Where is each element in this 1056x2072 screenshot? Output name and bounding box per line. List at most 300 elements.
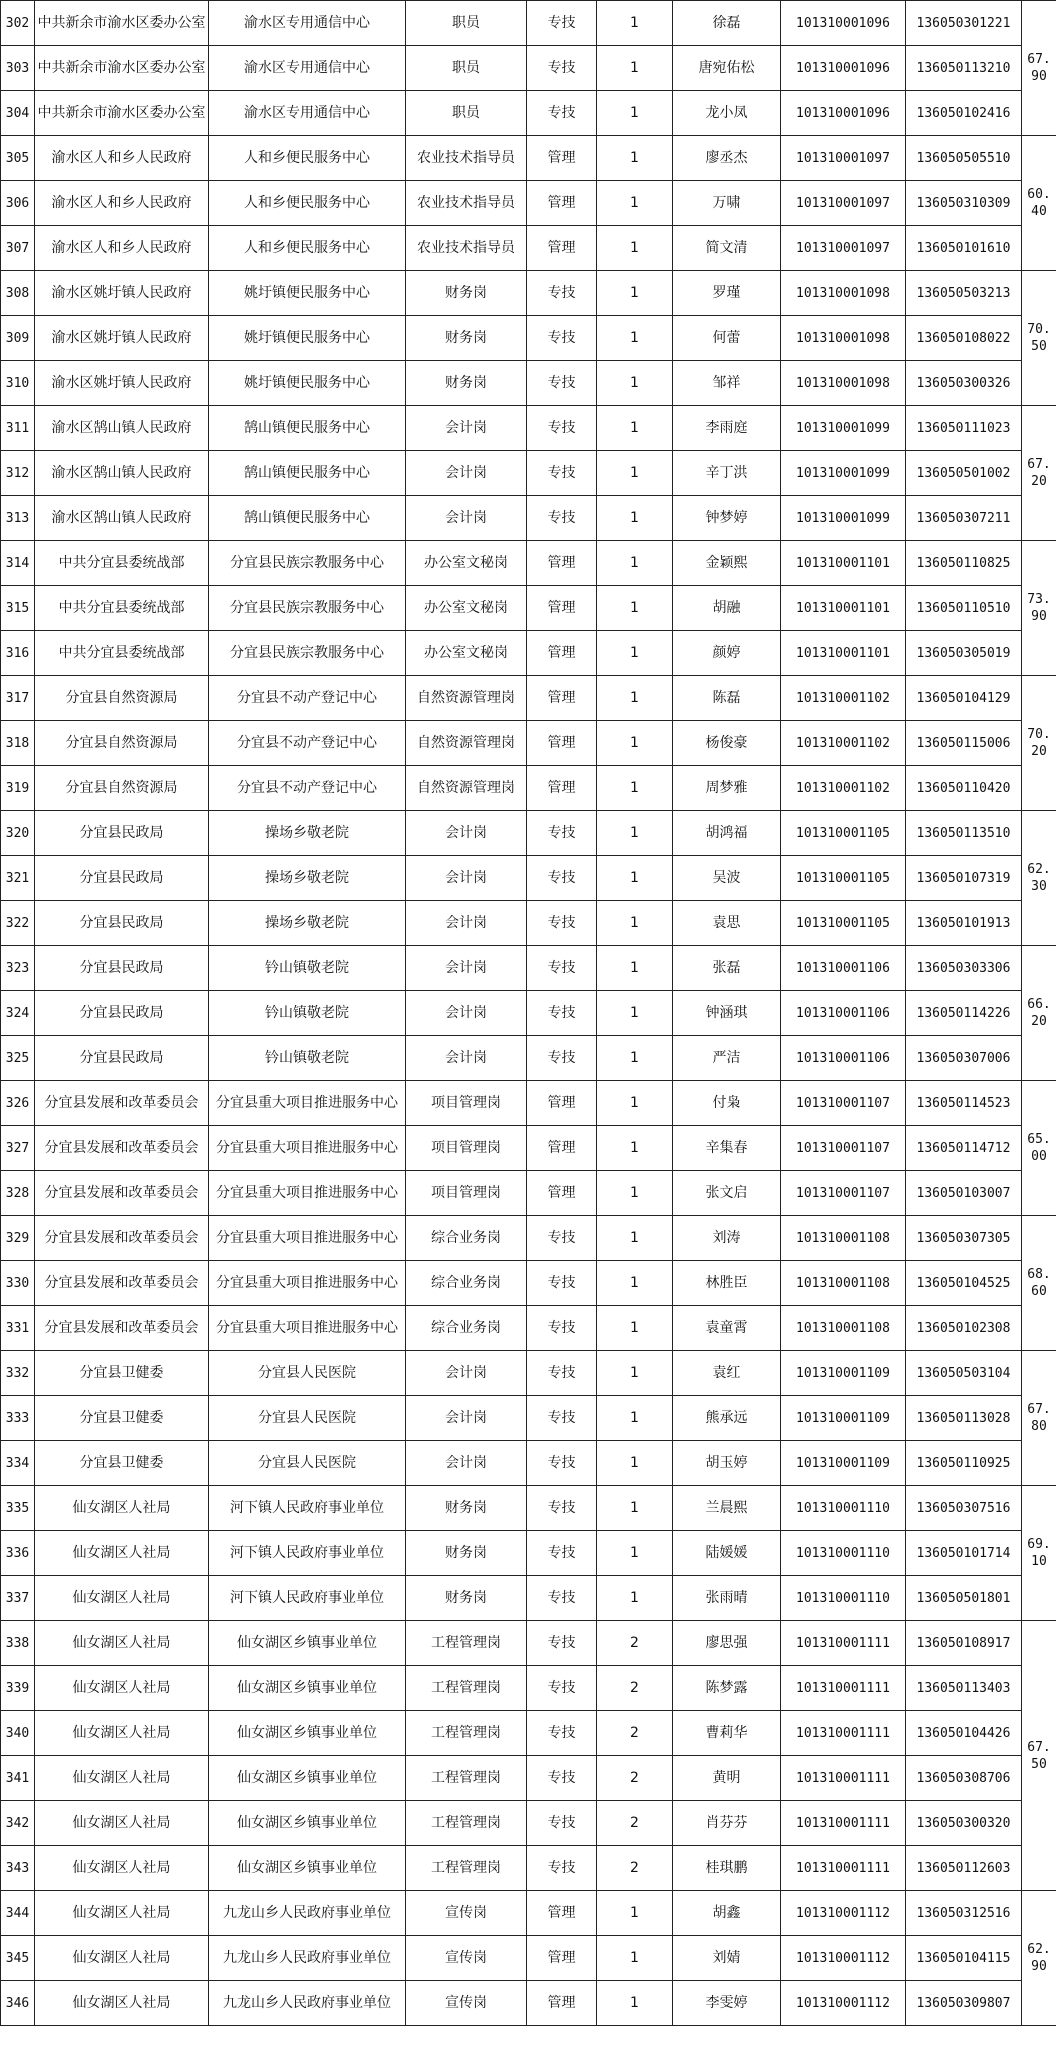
- sub-unit: 姚圩镇便民服务中心: [209, 271, 406, 316]
- exam-number: 136050501801: [906, 1576, 1022, 1621]
- exam-number: 136050312516: [906, 1891, 1022, 1936]
- post-code: 101310001098: [781, 316, 906, 361]
- table-row: [1, 586, 1056, 631]
- hire-count: 1: [597, 1126, 673, 1171]
- hire-count: 1: [597, 1486, 673, 1531]
- table-row: [1, 1756, 1056, 1801]
- table-row: [1, 1216, 1056, 1261]
- post-code: 101310001096: [781, 1, 906, 46]
- sub-unit: 钤山镇敬老院: [209, 946, 406, 991]
- candidate-name: 胡融: [673, 586, 781, 631]
- post-name: 工程管理岗: [406, 1621, 527, 1666]
- exam-number: 136050101913: [906, 901, 1022, 946]
- employer-unit: 分宜县自然资源局: [35, 721, 209, 766]
- candidate-name: 桂琪鹏: [673, 1846, 781, 1891]
- table-row: [1, 1, 1056, 46]
- post-name: 会计岗: [406, 406, 527, 451]
- exam-number: 136050112603: [906, 1846, 1022, 1891]
- sub-unit: 河下镇人民政府事业单位: [209, 1576, 406, 1621]
- candidate-name: 唐宛佑松: [673, 46, 781, 91]
- candidate-name: 辛集春: [673, 1126, 781, 1171]
- min-score: 67.50: [1022, 1621, 1056, 1891]
- candidate-name: 吴波: [673, 856, 781, 901]
- post-type: 专技: [527, 901, 597, 946]
- row-index: 309: [1, 316, 35, 361]
- post-type: 管理: [527, 631, 597, 676]
- sub-unit: 仙女湖区乡镇事业单位: [209, 1756, 406, 1801]
- post-name: 宣传岗: [406, 1981, 527, 2026]
- min-score: 62.90: [1022, 1891, 1056, 2026]
- min-score: 70.50: [1022, 271, 1056, 406]
- hire-count: 1: [597, 1216, 673, 1261]
- min-score: 66.20: [1022, 946, 1056, 1081]
- post-code: 101310001112: [781, 1936, 906, 1981]
- post-name: 农业技术指导员: [406, 181, 527, 226]
- exam-number: 136050307006: [906, 1036, 1022, 1081]
- hire-count: 1: [597, 721, 673, 766]
- row-index: 328: [1, 1171, 35, 1216]
- employer-unit: 分宜县卫健委: [35, 1441, 209, 1486]
- table-row: [1, 1261, 1056, 1306]
- sub-unit: 分宜县重大项目推进服务中心: [209, 1306, 406, 1351]
- exam-number: 136050114712: [906, 1126, 1022, 1171]
- post-name: 会计岗: [406, 496, 527, 541]
- candidate-name: 杨俊豪: [673, 721, 781, 766]
- sub-unit: 分宜县民族宗教服务中心: [209, 631, 406, 676]
- post-name: 财务岗: [406, 361, 527, 406]
- exam-number: 136050503104: [906, 1351, 1022, 1396]
- hire-count: 1: [597, 496, 673, 541]
- post-code: 101310001105: [781, 901, 906, 946]
- candidate-name: 胡鑫: [673, 1891, 781, 1936]
- post-code: 101310001109: [781, 1351, 906, 1396]
- post-code: 101310001105: [781, 811, 906, 856]
- employer-unit: 渝水区人和乡人民政府: [35, 136, 209, 181]
- sub-unit: 仙女湖区乡镇事业单位: [209, 1666, 406, 1711]
- post-name: 职员: [406, 91, 527, 136]
- post-name: 项目管理岗: [406, 1171, 527, 1216]
- post-code: 101310001106: [781, 991, 906, 1036]
- exam-number: 136050308706: [906, 1756, 1022, 1801]
- row-index: 346: [1, 1981, 35, 2026]
- post-name: 宣传岗: [406, 1891, 527, 1936]
- table-row: [1, 1666, 1056, 1711]
- exam-number: 136050307516: [906, 1486, 1022, 1531]
- exam-number: 136050113403: [906, 1666, 1022, 1711]
- candidate-name: 罗瑾: [673, 271, 781, 316]
- table-row: [1, 766, 1056, 811]
- row-index: 306: [1, 181, 35, 226]
- hire-count: 1: [597, 676, 673, 721]
- employer-unit: 仙女湖区人社局: [35, 1576, 209, 1621]
- hire-count: 1: [597, 1171, 673, 1216]
- candidate-name: 张雨晴: [673, 1576, 781, 1621]
- post-code: 101310001101: [781, 541, 906, 586]
- table-row: [1, 1036, 1056, 1081]
- sub-unit: 分宜县人民医院: [209, 1351, 406, 1396]
- exam-number: 136050307211: [906, 496, 1022, 541]
- post-type: 专技: [527, 1306, 597, 1351]
- hire-count: 2: [597, 1666, 673, 1711]
- hire-count: 2: [597, 1711, 673, 1756]
- candidate-name: 兰晨熙: [673, 1486, 781, 1531]
- employer-unit: 渝水区鹄山镇人民政府: [35, 451, 209, 496]
- post-code: 101310001097: [781, 181, 906, 226]
- table-row: [1, 1621, 1056, 1666]
- hire-count: 1: [597, 226, 673, 271]
- hire-count: 1: [597, 1261, 673, 1306]
- post-type: 管理: [527, 1126, 597, 1171]
- post-code: 101310001112: [781, 1891, 906, 1936]
- min-score: 69.10: [1022, 1486, 1056, 1621]
- post-code: 101310001098: [781, 271, 906, 316]
- sub-unit: 仙女湖区乡镇事业单位: [209, 1801, 406, 1846]
- exam-number: 136050110510: [906, 586, 1022, 631]
- row-index: 319: [1, 766, 35, 811]
- table-row: [1, 946, 1056, 991]
- employer-unit: 仙女湖区人社局: [35, 1756, 209, 1801]
- hire-count: 1: [597, 1036, 673, 1081]
- post-type: 管理: [527, 766, 597, 811]
- post-type: 专技: [527, 856, 597, 901]
- post-name: 工程管理岗: [406, 1756, 527, 1801]
- exam-number: 136050101610: [906, 226, 1022, 271]
- post-type: 专技: [527, 811, 597, 856]
- table-row: [1, 1126, 1056, 1171]
- min-score: 65.00: [1022, 1081, 1056, 1216]
- employer-unit: 中共分宜县委统战部: [35, 586, 209, 631]
- sub-unit: 仙女湖区乡镇事业单位: [209, 1621, 406, 1666]
- min-score: 68.60: [1022, 1216, 1056, 1351]
- post-type: 管理: [527, 1171, 597, 1216]
- exam-number: 136050113028: [906, 1396, 1022, 1441]
- post-type: 管理: [527, 541, 597, 586]
- post-type: 专技: [527, 496, 597, 541]
- hire-count: 2: [597, 1801, 673, 1846]
- post-name: 农业技术指导员: [406, 136, 527, 181]
- employer-unit: 中共新余市渝水区委办公室: [35, 1, 209, 46]
- candidate-name: 胡玉婷: [673, 1441, 781, 1486]
- employer-unit: 分宜县民政局: [35, 901, 209, 946]
- post-type: 管理: [527, 721, 597, 766]
- post-code: 101310001097: [781, 226, 906, 271]
- sub-unit: 钤山镇敬老院: [209, 1036, 406, 1081]
- exam-number: 136050104115: [906, 1936, 1022, 1981]
- sub-unit: 九龙山乡人民政府事业单位: [209, 1981, 406, 2026]
- post-name: 会计岗: [406, 1351, 527, 1396]
- row-index: 311: [1, 406, 35, 451]
- row-index: 316: [1, 631, 35, 676]
- table-row: [1, 1171, 1056, 1216]
- table-row: [1, 46, 1056, 91]
- exam-number: 136050300320: [906, 1801, 1022, 1846]
- table-row: [1, 1576, 1056, 1621]
- table-row: [1, 1936, 1056, 1981]
- exam-number: 136050310309: [906, 181, 1022, 226]
- sub-unit: 分宜县不动产登记中心: [209, 721, 406, 766]
- row-index: 339: [1, 1666, 35, 1711]
- employer-unit: 渝水区鹄山镇人民政府: [35, 496, 209, 541]
- employer-unit: 仙女湖区人社局: [35, 1711, 209, 1756]
- post-code: 101310001110: [781, 1531, 906, 1576]
- post-code: 101310001111: [781, 1801, 906, 1846]
- row-index: 337: [1, 1576, 35, 1621]
- post-code: 101310001108: [781, 1306, 906, 1351]
- hire-count: 1: [597, 361, 673, 406]
- exam-number: 136050108917: [906, 1621, 1022, 1666]
- post-code: 101310001111: [781, 1756, 906, 1801]
- hire-count: 2: [597, 1756, 673, 1801]
- table-row: [1, 1981, 1056, 2026]
- sub-unit: 分宜县民族宗教服务中心: [209, 586, 406, 631]
- post-name: 会计岗: [406, 811, 527, 856]
- exam-number: 136050305019: [906, 631, 1022, 676]
- employer-unit: 中共新余市渝水区委办公室: [35, 91, 209, 136]
- employer-unit: 仙女湖区人社局: [35, 1891, 209, 1936]
- hire-count: 1: [597, 1531, 673, 1576]
- exam-number: 136050501002: [906, 451, 1022, 496]
- exam-number: 136050110420: [906, 766, 1022, 811]
- employer-unit: 中共新余市渝水区委办公室: [35, 46, 209, 91]
- hire-count: 1: [597, 271, 673, 316]
- hire-count: 1: [597, 631, 673, 676]
- employer-unit: 仙女湖区人社局: [35, 1621, 209, 1666]
- employer-unit: 仙女湖区人社局: [35, 1936, 209, 1981]
- row-index: 344: [1, 1891, 35, 1936]
- row-index: 325: [1, 1036, 35, 1081]
- sub-unit: 分宜县重大项目推进服务中心: [209, 1081, 406, 1126]
- post-type: 专技: [527, 991, 597, 1036]
- sub-unit: 渝水区专用通信中心: [209, 46, 406, 91]
- row-index: 323: [1, 946, 35, 991]
- candidate-name: 付枭: [673, 1081, 781, 1126]
- row-index: 343: [1, 1846, 35, 1891]
- table-row: [1, 1846, 1056, 1891]
- sub-unit: 操场乡敬老院: [209, 856, 406, 901]
- hire-count: 1: [597, 46, 673, 91]
- min-score: 67.20: [1022, 406, 1056, 541]
- row-index: 322: [1, 901, 35, 946]
- table-row: [1, 316, 1056, 361]
- hire-count: 1: [597, 1576, 673, 1621]
- post-code: 101310001101: [781, 586, 906, 631]
- post-code: 101310001099: [781, 496, 906, 541]
- post-name: 宣传岗: [406, 1936, 527, 1981]
- row-index: 331: [1, 1306, 35, 1351]
- post-code: 101310001106: [781, 1036, 906, 1081]
- post-name: 自然资源管理岗: [406, 766, 527, 811]
- post-name: 工程管理岗: [406, 1666, 527, 1711]
- candidate-name: 钟涵琪: [673, 991, 781, 1036]
- post-type: 专技: [527, 1666, 597, 1711]
- row-index: 315: [1, 586, 35, 631]
- exam-number: 136050110925: [906, 1441, 1022, 1486]
- hire-count: 2: [597, 1621, 673, 1666]
- hire-count: 1: [597, 1, 673, 46]
- post-type: 专技: [527, 316, 597, 361]
- employer-unit: 渝水区人和乡人民政府: [35, 226, 209, 271]
- exam-number: 136050104525: [906, 1261, 1022, 1306]
- post-name: 会计岗: [406, 1441, 527, 1486]
- table-row: [1, 721, 1056, 766]
- employer-unit: 渝水区姚圩镇人民政府: [35, 316, 209, 361]
- employer-unit: 分宜县民政局: [35, 811, 209, 856]
- sub-unit: 河下镇人民政府事业单位: [209, 1531, 406, 1576]
- post-type: 管理: [527, 136, 597, 181]
- post-type: 专技: [527, 46, 597, 91]
- hire-count: 1: [597, 451, 673, 496]
- table-row: [1, 631, 1056, 676]
- row-index: 307: [1, 226, 35, 271]
- post-name: 自然资源管理岗: [406, 676, 527, 721]
- post-name: 财务岗: [406, 1576, 527, 1621]
- sub-unit: 操场乡敬老院: [209, 901, 406, 946]
- employer-unit: 仙女湖区人社局: [35, 1981, 209, 2026]
- post-name: 综合业务岗: [406, 1216, 527, 1261]
- post-type: 专技: [527, 91, 597, 136]
- hire-count: 1: [597, 91, 673, 136]
- post-type: 管理: [527, 676, 597, 721]
- post-type: 管理: [527, 1981, 597, 2026]
- row-index: 318: [1, 721, 35, 766]
- row-index: 308: [1, 271, 35, 316]
- hire-count: 1: [597, 811, 673, 856]
- exam-number: 136050115006: [906, 721, 1022, 766]
- sub-unit: 分宜县重大项目推进服务中心: [209, 1126, 406, 1171]
- hire-count: 1: [597, 1351, 673, 1396]
- candidate-name: 陈磊: [673, 676, 781, 721]
- row-index: 302: [1, 1, 35, 46]
- post-code: 101310001101: [781, 631, 906, 676]
- exam-number: 136050113210: [906, 46, 1022, 91]
- candidate-name: 周梦雅: [673, 766, 781, 811]
- row-index: 345: [1, 1936, 35, 1981]
- table-row: [1, 1351, 1056, 1396]
- sub-unit: 分宜县重大项目推进服务中心: [209, 1171, 406, 1216]
- post-name: 会计岗: [406, 1396, 527, 1441]
- sub-unit: 人和乡便民服务中心: [209, 226, 406, 271]
- employer-unit: 分宜县发展和改革委员会: [35, 1126, 209, 1171]
- sub-unit: 九龙山乡人民政府事业单位: [209, 1891, 406, 1936]
- exam-number: 136050107319: [906, 856, 1022, 901]
- candidate-name: 李雯婷: [673, 1981, 781, 2026]
- hire-count: 1: [597, 1396, 673, 1441]
- hire-count: 1: [597, 1891, 673, 1936]
- table-row: [1, 226, 1056, 271]
- hire-count: 1: [597, 406, 673, 451]
- table-row: [1, 1711, 1056, 1756]
- candidate-name: 胡鸿福: [673, 811, 781, 856]
- post-code: 101310001108: [781, 1216, 906, 1261]
- row-index: 327: [1, 1126, 35, 1171]
- row-index: 335: [1, 1486, 35, 1531]
- employer-unit: 分宜县发展和改革委员会: [35, 1171, 209, 1216]
- post-code: 101310001108: [781, 1261, 906, 1306]
- exam-number: 136050110825: [906, 541, 1022, 586]
- candidate-name: 张磊: [673, 946, 781, 991]
- hire-count: 1: [597, 766, 673, 811]
- row-index: 326: [1, 1081, 35, 1126]
- sub-unit: 鹄山镇便民服务中心: [209, 496, 406, 541]
- candidate-name: 肖芬芬: [673, 1801, 781, 1846]
- exam-number: 136050108022: [906, 316, 1022, 361]
- exam-number: 136050503213: [906, 271, 1022, 316]
- candidate-name: 李雨庭: [673, 406, 781, 451]
- row-index: 334: [1, 1441, 35, 1486]
- min-score: 62.30: [1022, 811, 1056, 946]
- exam-number: 136050111023: [906, 406, 1022, 451]
- sub-unit: 河下镇人民政府事业单位: [209, 1486, 406, 1531]
- table-row: [1, 136, 1056, 181]
- post-code: 101310001096: [781, 91, 906, 136]
- post-name: 农业技术指导员: [406, 226, 527, 271]
- employer-unit: 分宜县卫健委: [35, 1351, 209, 1396]
- sub-unit: 姚圩镇便民服务中心: [209, 316, 406, 361]
- post-code: 101310001111: [781, 1846, 906, 1891]
- table-row: [1, 1396, 1056, 1441]
- employer-unit: 渝水区姚圩镇人民政府: [35, 271, 209, 316]
- post-name: 办公室文秘岗: [406, 541, 527, 586]
- post-name: 综合业务岗: [406, 1261, 527, 1306]
- employer-unit: 中共分宜县委统战部: [35, 631, 209, 676]
- table-row: [1, 811, 1056, 856]
- employer-unit: 分宜县发展和改革委员会: [35, 1261, 209, 1306]
- post-code: 101310001102: [781, 721, 906, 766]
- post-name: 会计岗: [406, 1036, 527, 1081]
- employer-unit: 仙女湖区人社局: [35, 1531, 209, 1576]
- candidate-name: 钟梦婷: [673, 496, 781, 541]
- min-score: 67.90: [1022, 1, 1056, 136]
- candidate-name: 袁童霄: [673, 1306, 781, 1351]
- hire-count: 1: [597, 1981, 673, 2026]
- row-index: 324: [1, 991, 35, 1036]
- hire-count: 1: [597, 1306, 673, 1351]
- row-index: 321: [1, 856, 35, 901]
- post-code: 101310001097: [781, 136, 906, 181]
- post-type: 专技: [527, 1441, 597, 1486]
- sub-unit: 分宜县不动产登记中心: [209, 766, 406, 811]
- row-index: 340: [1, 1711, 35, 1756]
- post-name: 财务岗: [406, 271, 527, 316]
- sub-unit: 人和乡便民服务中心: [209, 181, 406, 226]
- post-type: 专技: [527, 406, 597, 451]
- candidate-name: 万啸: [673, 181, 781, 226]
- post-type: 专技: [527, 361, 597, 406]
- sub-unit: 鹄山镇便民服务中心: [209, 406, 406, 451]
- hire-count: 1: [597, 136, 673, 181]
- candidate-name: 熊承远: [673, 1396, 781, 1441]
- min-score: 73.90: [1022, 541, 1056, 676]
- post-type: 专技: [527, 1, 597, 46]
- row-index: 312: [1, 451, 35, 496]
- post-code: 101310001106: [781, 946, 906, 991]
- post-name: 职员: [406, 46, 527, 91]
- employer-unit: 分宜县发展和改革委员会: [35, 1216, 209, 1261]
- table-row: [1, 1486, 1056, 1531]
- post-type: 专技: [527, 1576, 597, 1621]
- sub-unit: 九龙山乡人民政府事业单位: [209, 1936, 406, 1981]
- post-type: 专技: [527, 1486, 597, 1531]
- row-index: 320: [1, 811, 35, 856]
- row-index: 332: [1, 1351, 35, 1396]
- candidate-name: 严洁: [673, 1036, 781, 1081]
- employer-unit: 仙女湖区人社局: [35, 1666, 209, 1711]
- post-type: 专技: [527, 1261, 597, 1306]
- post-code: 101310001098: [781, 361, 906, 406]
- post-code: 101310001109: [781, 1441, 906, 1486]
- post-name: 办公室文秘岗: [406, 631, 527, 676]
- post-code: 101310001111: [781, 1621, 906, 1666]
